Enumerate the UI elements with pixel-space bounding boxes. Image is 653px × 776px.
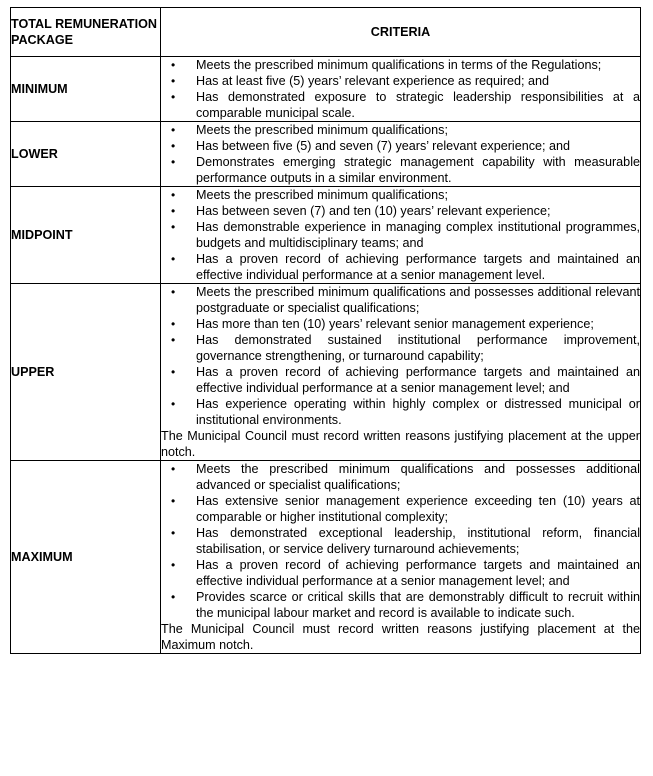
bullet-icon: • — [171, 494, 176, 508]
criteria-item — [161, 89, 640, 121]
criteria-item — [161, 251, 640, 283]
criteria-item — [161, 557, 640, 589]
bullet-icon: • — [171, 58, 176, 72]
bullet-icon: • — [171, 204, 176, 218]
bullet-icon: • — [171, 139, 176, 153]
package-label: LOWER — [11, 122, 161, 187]
bullet-icon: • — [171, 365, 176, 379]
remuneration-criteria-table — [10, 7, 641, 654]
criteria-text: Has extensive senior management experience exceeding ten (10) years at comparable or higher institutional complexity; — [196, 494, 640, 524]
table-row-lower — [11, 122, 641, 187]
bullet-icon: • — [171, 123, 176, 137]
criteria-text: Meets the prescribed minimum qualifications; — [196, 123, 448, 137]
bullet-icon: • — [171, 155, 176, 169]
criteria-text: Has a proven record of achieving performance targets and maintained an effective individual performance at a senior management level; and — [196, 365, 640, 395]
bullet-icon: • — [171, 397, 176, 411]
criteria-text: Has demonstrated sustained institutional performance improvement, governance strengthening, or turnaround capability; — [196, 333, 640, 363]
package-label: MAXIMUM — [11, 461, 161, 654]
criteria-text: Meets the prescribed minimum qualifications and possesses additional relevant postgraduate or specialist qualifications; — [196, 285, 640, 315]
criteria-item — [161, 203, 640, 219]
criteria-item — [161, 332, 640, 364]
criteria-cell — [161, 284, 641, 461]
criteria-item — [161, 364, 640, 396]
table-body — [11, 57, 641, 654]
table-row-minimum — [11, 57, 641, 122]
bullet-icon: • — [171, 526, 176, 540]
bullet-icon: • — [171, 590, 176, 604]
bullet-icon: • — [171, 317, 176, 331]
criteria-item — [161, 138, 640, 154]
criteria-text: Has between five (5) and seven (7) years’ relevant experience; and — [196, 139, 571, 153]
table-header-row — [11, 8, 641, 57]
package-label: UPPER — [11, 284, 161, 461]
criteria-text: Meets the prescribed minimum qualifications and possesses additional advanced or specialist qualifications; — [196, 462, 640, 492]
criteria-text: Has a proven record of achieving performance targets and maintained an effective individual performance at a senior management level; and — [196, 558, 640, 588]
criteria-text: Has experience operating within highly complex or distressed municipal or institutional environments. — [196, 397, 640, 427]
table-row-midpoint — [11, 187, 641, 284]
criteria-text: Provides scarce or critical skills that are demonstrably difficult to recruit within the municipal labour market and record is available to indicate such. — [196, 590, 640, 620]
criteria-list — [161, 122, 640, 186]
bullet-icon: • — [171, 90, 176, 104]
table-row-maximum — [11, 461, 641, 654]
criteria-item — [161, 525, 640, 557]
bullet-icon: • — [171, 188, 176, 202]
criteria-text: Has demonstrated exposure to strategic leadership responsibilities at a comparable municipal scale. — [196, 90, 640, 120]
bullet-icon: • — [171, 462, 176, 476]
criteria-item — [161, 493, 640, 525]
criteria-cell — [161, 461, 641, 654]
criteria-item — [161, 73, 640, 89]
criteria-list — [161, 461, 640, 621]
criteria-text: Has demonstrable experience in managing complex institutional programmes, budgets and multidisciplinary teams; and — [196, 220, 640, 250]
criteria-text: Meets the prescribed minimum qualifications in terms of the Regulations; — [196, 58, 602, 72]
criteria-text: Has a proven record of achieving performance targets and maintained an effective individual performance at a senior management level. — [196, 252, 640, 282]
criteria-item — [161, 57, 640, 73]
criteria-text: Meets the prescribed minimum qualifications; — [196, 188, 448, 202]
bullet-icon: • — [171, 333, 176, 347]
council-note: The Municipal Council must record written reasons justifying placement at the upper notch. — [161, 429, 640, 459]
criteria-item — [161, 461, 640, 493]
package-label: MINIMUM — [11, 57, 161, 122]
criteria-text: Demonstrates emerging strategic management capability with measurable performance outputs in a similar environment. — [196, 155, 640, 185]
criteria-item — [161, 284, 640, 316]
criteria-text: Has demonstrated exceptional leadership, institutional reform, financial stabilisation, or service delivery turnaround achievements; — [196, 526, 640, 556]
criteria-item — [161, 122, 640, 138]
criteria-item — [161, 219, 640, 251]
criteria-text: Has more than ten (10) years’ relevant senior management experience; — [196, 317, 594, 331]
bullet-icon: • — [171, 558, 176, 572]
criteria-item — [161, 187, 640, 203]
bullet-icon: • — [171, 220, 176, 234]
criteria-list — [161, 284, 640, 428]
criteria-list — [161, 187, 640, 283]
criteria-item — [161, 589, 640, 621]
package-label: MIDPOINT — [11, 187, 161, 284]
table-row-upper — [11, 284, 641, 461]
criteria-cell — [161, 57, 641, 122]
criteria-item — [161, 396, 640, 428]
bullet-icon: • — [171, 285, 176, 299]
council-note: The Municipal Council must record written reasons justifying placement at the Maximum notch. — [161, 622, 640, 652]
criteria-list — [161, 57, 640, 121]
header-criteria: CRITERIA — [161, 8, 641, 57]
criteria-cell — [161, 122, 641, 187]
criteria-text: Has between seven (7) and ten (10) years’ relevant experience; — [196, 204, 551, 218]
criteria-item — [161, 316, 640, 332]
header-remuneration-package: TOTAL REMUNERATION PACKAGE — [11, 8, 161, 57]
bullet-icon: • — [171, 74, 176, 88]
bullet-icon: • — [171, 252, 176, 266]
criteria-cell — [161, 187, 641, 284]
criteria-text: Has at least five (5) years’ relevant experience as required; and — [196, 74, 550, 88]
criteria-item — [161, 154, 640, 186]
